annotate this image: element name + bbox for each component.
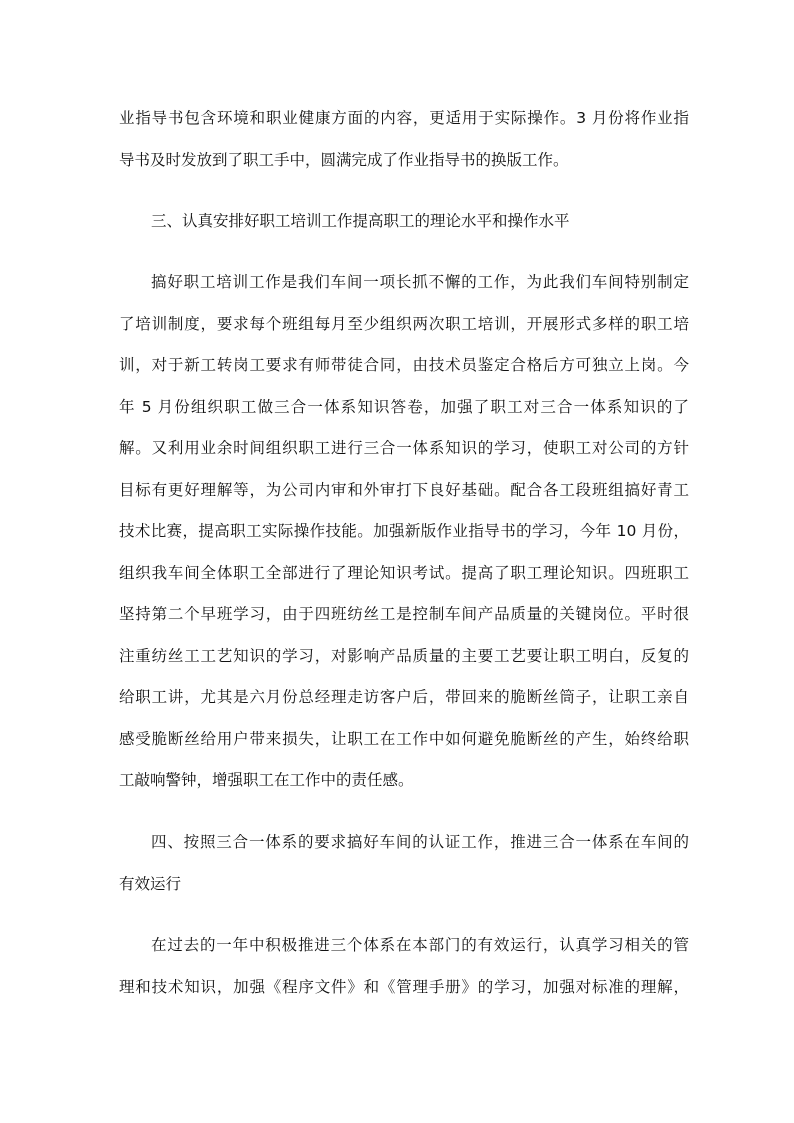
paragraph-1-line-2: 导书及时发放到了职工手中，圆满完成了作业指导书的换版工作。	[119, 151, 569, 169]
section-heading-3: 三、认真安排好职工培训工作提高职工的理论水平和操作水平	[151, 212, 570, 230]
section-heading-4-line-1: 四、按照三合一体系的要求搞好车间的认证工作，推进三合一体系在车间的	[151, 833, 689, 851]
paragraph-2-line-8: 组织我车间全体职工全部进行了理论知识考试。提高了职工理论知识。四班职工	[119, 564, 689, 582]
paragraph-2-line-6: 目标有更好理解等，为公司内审和外审打下良好基础。配合各工段班组搞好青工	[119, 481, 689, 499]
paragraph-2-line-12: 感受脆断丝给用户带来损失，让职工在工作中如何避免脆断丝的产生，始终给职	[119, 730, 689, 748]
paragraph-2-line-10: 注重纺丝工工艺知识的学习，对影响产品质量的主要工艺要让职工明白，反复的	[119, 647, 689, 665]
paragraph-2-line-9: 坚持第二个早班学习，由于四班纺丝工是控制车间产品质量的关键岗位。平时很	[119, 605, 689, 623]
paragraph-2-line-13: 工敲响警钟，增强职工在工作中的责任感。	[119, 771, 414, 789]
paragraph-2-line-2: 了培训制度，要求每个班组每月至少组织两次职工培训，开展形式多样的职工培	[119, 315, 689, 333]
paragraph-2-line-1: 搞好职工培训工作是我们车间一项长抓不懈的工作，为此我们车间特别制定	[151, 273, 689, 291]
paragraph-2-line-11: 给职工讲，尤其是六月份总经理走访客户后，带回来的脆断丝筒子，让职工亲自	[119, 688, 689, 706]
section-heading-4-line-2: 有效运行	[119, 875, 182, 893]
paragraph-2-line-7: 技术比赛，提高职工实际操作技能。加强新版作业指导书的学习，今年 10 月份，	[119, 522, 689, 540]
paragraph-3-line-2: 理和技术知识，加强《程序文件》和《管理手册》的学习，加强对标准的理解，	[119, 978, 689, 996]
paragraph-2-line-3: 训，对于新工转岗工要求有师带徒合同，由技术员鉴定合格后方可独立上岗。今	[119, 356, 689, 374]
paragraph-2-line-5: 解。又利用业余时间组织职工进行三合一体系知识的学习，使职工对公司的方针	[119, 439, 689, 457]
paragraph-2-line-4: 年 5 月份组织职工做三合一体系知识答卷，加强了职工对三合一体系知识的了	[119, 398, 689, 416]
paragraph-3-line-1: 在过去的一年中积极推进三个体系在本部门的有效运行，认真学习相关的管	[151, 936, 689, 954]
paragraph-1-line-1: 业指导书包含环境和职业健康方面的内容，更适用于实际操作。3 月份将作业指	[119, 109, 689, 127]
